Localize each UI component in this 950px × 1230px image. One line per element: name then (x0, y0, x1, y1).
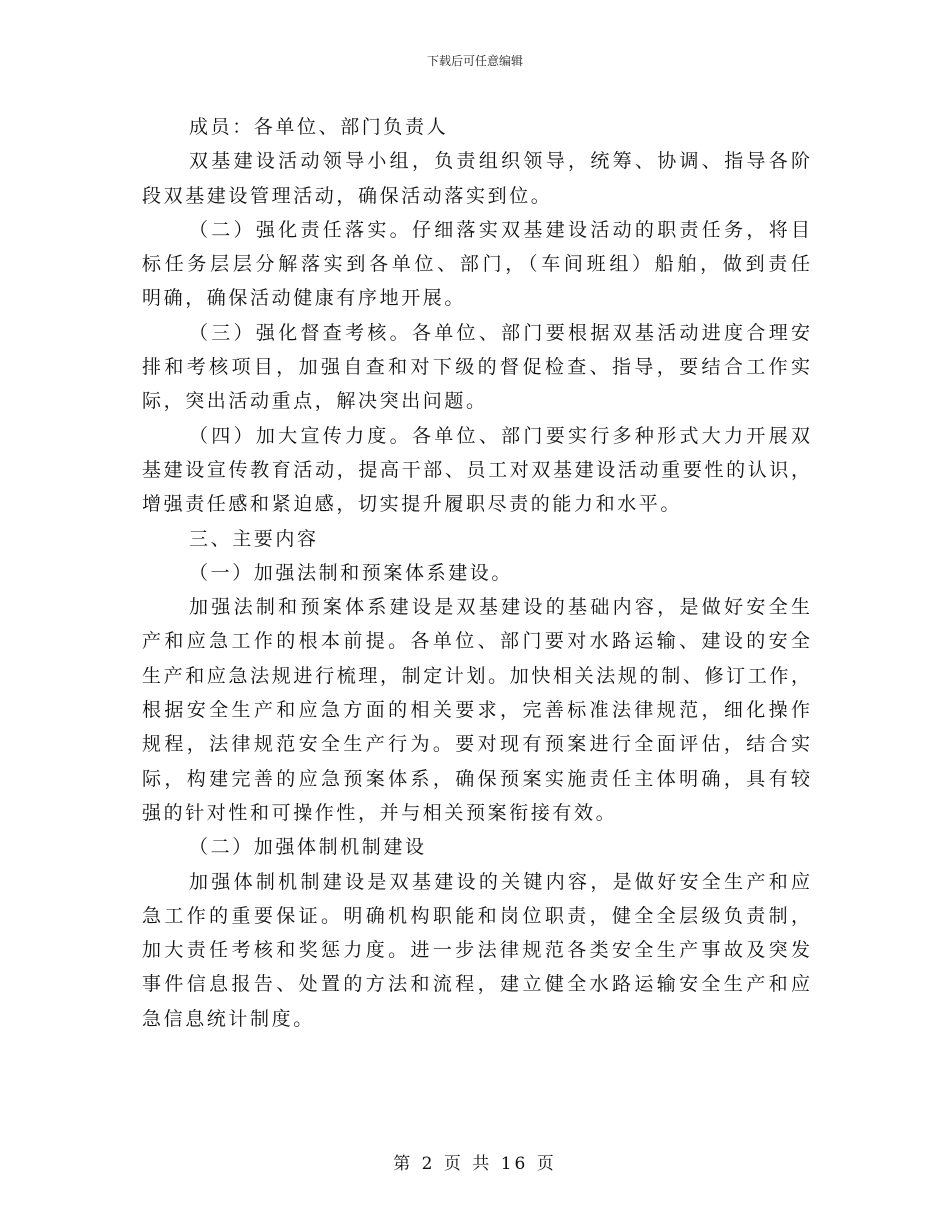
text-line: 加大责任考核和奖惩力度。进一步法律规范各类安全生产事故及突发 (142, 939, 810, 962)
text-line: 际，构建完善的应急预案体系，确保预案实施责任主体明确，具有较 (142, 767, 810, 790)
text-line: 成员：各单位、部门负责人 (189, 116, 449, 138)
text-line: 排和考核项目，加强自查和对下级的督促检查、指导，要结合工作实 (142, 356, 810, 379)
text-line: 明确，确保活动健康有序地开展。 (142, 287, 467, 310)
text-line: 三、主要内容 (189, 527, 319, 550)
text-line: （三）强化督查考核。各单位、部门要根据双基活动进度合理安 (189, 321, 810, 344)
text-line: （一）加强法制和预案体系建设。 (189, 561, 514, 584)
text-line: 增强责任感和紧迫感，切实提升履职尽责的能力和水平。 (142, 493, 683, 516)
text-line: 规程，法律规范安全生产行为。要对现有预案进行全面评估，结合实 (142, 733, 810, 756)
text-line: 强的针对性和可操作性，并与相关预案衔接有效。 (142, 801, 618, 824)
page-number-footer: 第 2 页 共 16 页 (393, 1154, 557, 1174)
text-line: 标任务层层分解落实到各单位、部门，（车间班组）船舶，做到责任 (142, 253, 810, 276)
text-line: （二）加强体制机制建设 (189, 836, 427, 859)
text-line: 事件信息报告、处置的方法和流程，建立健全水路运输安全生产和应 (142, 973, 810, 996)
text-line: 急工作的重要保证。明确机构职能和岗位职责，健全全层级负责制， (142, 904, 810, 927)
text-line: 急信息统计制度。 (142, 1007, 315, 1030)
text-line: 产和应急工作的根本前提。各单位、部门要对水路运输、建设的安全 (142, 630, 810, 653)
text-line: （二）强化责任落实。仔细落实双基建设活动的职责任务，将目 (189, 218, 810, 241)
text-line: 加强体制机制建设是双基建设的关键内容，是做好安全生产和应 (189, 870, 810, 893)
text-line: 生产和应急法规进行梳理，制定计划。加快相关法规的制、修订工作， (142, 664, 810, 687)
document-body (142, 110, 810, 1036)
text-line: （四）加大宣传力度。各单位、部门要实行多种形式大力开展双 (189, 424, 810, 447)
header-note: 下载后可任意编辑 (426, 54, 523, 68)
text-line: 根据安全生产和应急方面的相关要求，完善标准法律规范，细化操作 (142, 699, 810, 722)
text-line: 际，突出活动重点，解决突出问题。 (142, 390, 488, 413)
text-line: 双基建设活动领导小组，负责组织领导，统筹、协调、指导各阶 (189, 150, 810, 173)
text-line: 基建设宣传教育活动，提高干部、员工对双基建设活动重要性的认识， (142, 458, 810, 481)
text-line: 加强法制和预案体系建设是双基建设的基础内容，是做好安全生 (189, 596, 810, 619)
text-line: 段双基建设管理活动，确保活动落实到位。 (142, 184, 553, 207)
